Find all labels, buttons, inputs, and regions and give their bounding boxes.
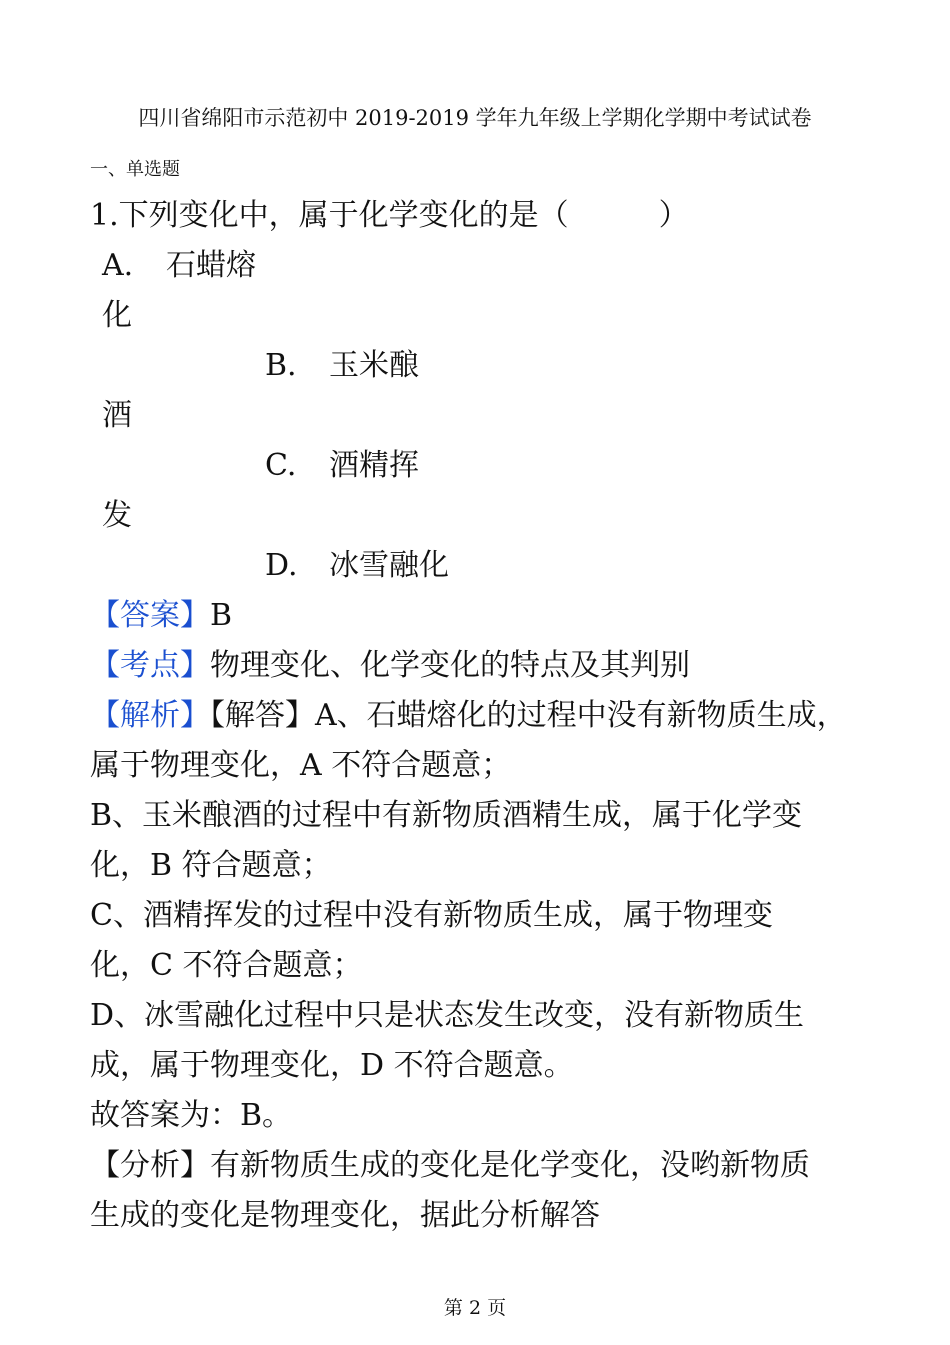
jiexi-line-6: 化，C 不符合题意； xyxy=(90,948,363,983)
option-a-letter: A. xyxy=(102,248,134,283)
jiexi-text-1: 【解答】A、石蜡熔化的过程中没有新物质生成， xyxy=(210,698,847,733)
document-title: 四川省绵阳市示范初中 2019-2019 学年九年级上学期化学期中考试试卷 xyxy=(138,106,812,130)
jiexi-tag: 【解析】 xyxy=(90,698,210,733)
answer-line xyxy=(90,591,232,641)
page-number: 第 2 页 xyxy=(443,1297,507,1319)
jiexi-line-8: 成，属于物理变化，D 不符合题意。 xyxy=(90,1048,574,1083)
jiexi-line-1 xyxy=(90,691,847,741)
option-d xyxy=(265,541,449,591)
option-b-wrap: 酒 xyxy=(102,398,132,433)
option-a-wrap: 化 xyxy=(102,298,132,333)
jiexi-line-7: D、冰雪融化过程中只是状态发生改变，没有新物质生 xyxy=(90,998,805,1033)
option-c-text: 酒精挥 xyxy=(329,448,419,483)
option-d-letter: D. xyxy=(265,548,298,583)
answer-tag: 【答案】 xyxy=(90,598,210,633)
option-c-letter: C. xyxy=(265,448,297,483)
fenxi-line-1: 【分析】有新物质生成的变化是化学变化，没哟新物质 xyxy=(90,1148,810,1183)
kaodian-tag: 【考点】 xyxy=(90,648,210,683)
jiexi-line-5: C、酒精挥发的过程中没有新物质生成，属于物理变 xyxy=(90,898,773,933)
kaodian-value: 物理变化、化学变化的特点及其判别 xyxy=(210,648,690,683)
kaodian-line xyxy=(90,641,690,691)
option-d-text: 冰雪融化 xyxy=(329,548,449,583)
option-b-letter: B. xyxy=(265,348,297,383)
option-c xyxy=(265,441,419,491)
option-c-wrap: 发 xyxy=(102,498,132,533)
jiexi-line-4: 化，B 符合题意； xyxy=(90,848,332,883)
question-stem: 1.下列变化中，属于化学变化的是（ ） xyxy=(90,198,689,233)
jiexi-conclusion: 故答案为：B。 xyxy=(90,1098,293,1133)
jiexi-line-2: 属于物理变化，A 不符合题意； xyxy=(90,748,512,783)
option-b xyxy=(265,341,419,391)
option-b-text: 玉米酿 xyxy=(329,348,419,383)
section-heading: 一、单选题 xyxy=(90,159,180,180)
option-a-text: 石蜡熔 xyxy=(166,248,256,283)
jiexi-line-3: B、玉米酿酒的过程中有新物质酒精生成，属于化学变 xyxy=(90,798,803,833)
answer-value: B xyxy=(210,598,233,633)
option-a xyxy=(102,241,256,291)
fenxi-line-2: 生成的变化是物理变化，据此分析解答 xyxy=(90,1198,600,1233)
